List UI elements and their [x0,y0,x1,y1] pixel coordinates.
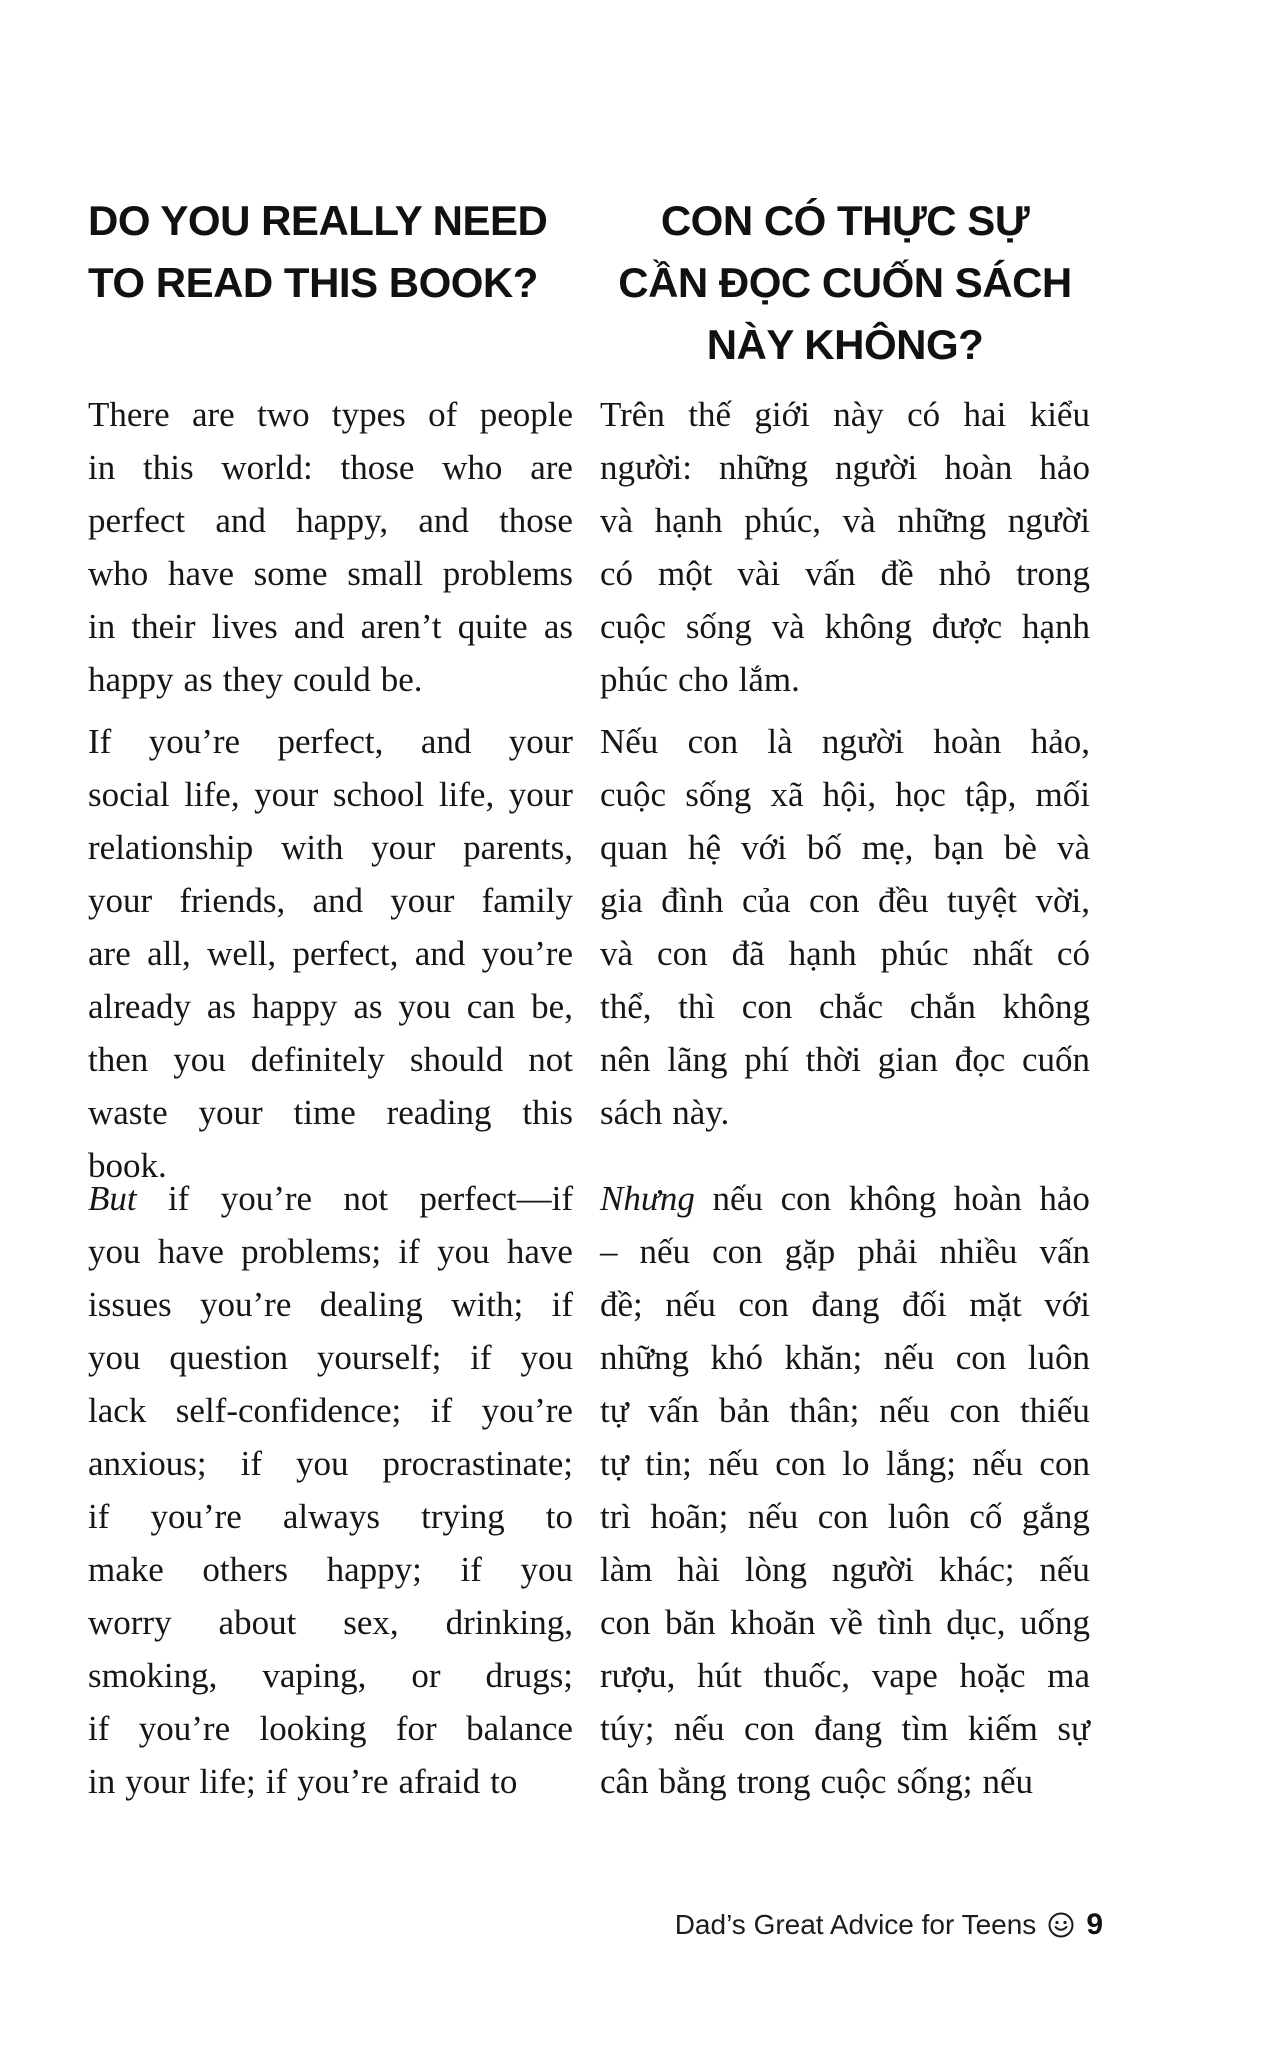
paragraph-line: in their lives and aren’t quite as [88,607,573,646]
paragraph-line: cuộc sống và không được hạnh [600,607,1090,646]
vietnamese-column [600,190,1090,376]
paragraph-line: waste your time reading this [88,1093,573,1132]
page-number: 9 [1086,1908,1103,1941]
paragraph-line: làm hài lòng người khác; nếu [600,1550,1090,1589]
book-title: Dad’s Great Advice for Teens [674,1909,1037,1940]
paragraph-line: lack self-confidence; if you’re [88,1391,573,1430]
paragraph-line: tự tin; nếu con lo lắng; nếu con [600,1444,1090,1483]
paragraph-line: relationship with your parents, [88,828,573,867]
paragraph-line: Nhưng nếu con không hoàn hảo [600,1179,1090,1218]
paragraph-line: những khó khăn; nếu con luôn [600,1338,1090,1377]
paragraph [88,388,573,706]
paragraph-line: đề; nếu con đang đối mặt với [600,1285,1090,1324]
paragraph-line: if you’re looking for balance [88,1709,573,1748]
paragraph-line: gia đình của con đều tuyệt vời, [600,881,1090,920]
smiley-icon [1048,1912,1074,1938]
paragraph [600,1172,1090,1808]
paragraph-line: you question yourself; if you [88,1338,573,1377]
paragraph-line: if you’re always trying to [88,1497,573,1536]
paragraph-line: social life, your school life, your [88,775,573,814]
paragraph-line: thể, thì con chắc chắn không [600,987,1090,1026]
paragraph-line: Trên thế giới này có hai kiểu [600,395,1090,434]
paragraph-line: sách này. [600,1093,730,1132]
paragraph-line: your friends, and your family [88,881,573,920]
paragraph-line: túy; nếu con đang tìm kiếm sự [600,1709,1090,1748]
paragraph-line: But if you’re not perfect—if [88,1179,573,1218]
paragraph-line: Nếu con là người hoàn hảo, [600,722,1090,761]
paragraph-line: who have some small problems [88,554,573,593]
paragraph-line: phúc cho lắm. [600,660,800,699]
paragraph-line: you have problems; if you have [88,1232,573,1271]
paragraph-line: happy as they could be. [88,660,423,699]
vietnamese-heading-line: CON CÓ THỰC SỰ [660,197,1030,244]
paragraph-line: và hạnh phúc, và những người [600,501,1090,540]
vietnamese-heading-line: NÀY KHÔNG? [706,321,984,368]
english-heading [88,190,573,314]
page-footer [618,1908,1103,1942]
paragraph-line: cuộc sống xã hội, học tập, mối [600,775,1090,814]
paragraph-line: worry about sex, drinking, [88,1603,573,1642]
paragraph-line: có một vài vấn đề nhỏ trong [600,554,1090,593]
paragraph-line: already as happy as you can be, [88,987,573,1026]
paragraph-line: There are two types of people [88,395,573,434]
paragraph-line: – nếu con gặp phải nhiều vấn [600,1232,1090,1271]
english-heading-line: DO YOU REALLY NEED [88,197,548,244]
paragraph-line: make others happy; if you [88,1550,573,1589]
paragraph-line: are all, well, perfect, and you’re [88,934,573,973]
vietnamese-heading [600,190,1090,376]
paragraph-line: smoking, vaping, or drugs; [88,1656,573,1695]
english-heading-line: TO READ THIS BOOK? [88,259,538,306]
paragraph-line: trì hoãn; nếu con luôn cố gắng [600,1497,1090,1536]
paragraph-line: quan hệ với bố mẹ, bạn bè và [600,828,1090,867]
vietnamese-heading-line: CẦN ĐỌC CUỐN SÁCH [618,259,1072,306]
paragraph [88,1172,573,1808]
paragraph-line: in your life; if you’re afraid to [88,1762,518,1801]
paragraph [600,388,1090,706]
paragraph-line: book. [88,1146,167,1185]
paragraph-line: issues you’re dealing with; if [88,1285,573,1324]
paragraph-line: anxious; if you procrastinate; [88,1444,573,1483]
paragraph-line: và con đã hạnh phúc nhất có [600,934,1090,973]
paragraph-line: tự vấn bản thân; nếu con thiếu [600,1391,1090,1430]
paragraph-line: in this world: those who are [88,448,573,487]
paragraph-line: người: những người hoàn hảo [600,448,1090,487]
paragraph-line: nên lãng phí thời gian đọc cuốn [600,1040,1090,1079]
paragraph [88,715,573,1192]
paragraph-line: con băn khoăn về tình dục, uống [600,1603,1090,1642]
paragraph-line: perfect and happy, and those [88,501,573,540]
paragraph-line: then you definitely should not [88,1040,573,1079]
paragraph-line: cân bằng trong cuộc sống; nếu [600,1762,1033,1801]
english-column [88,190,573,314]
paragraph-line: rượu, hút thuốc, vape hoặc ma [600,1656,1090,1695]
paragraph-line: If you’re perfect, and your [88,722,573,761]
paragraph [600,715,1090,1139]
